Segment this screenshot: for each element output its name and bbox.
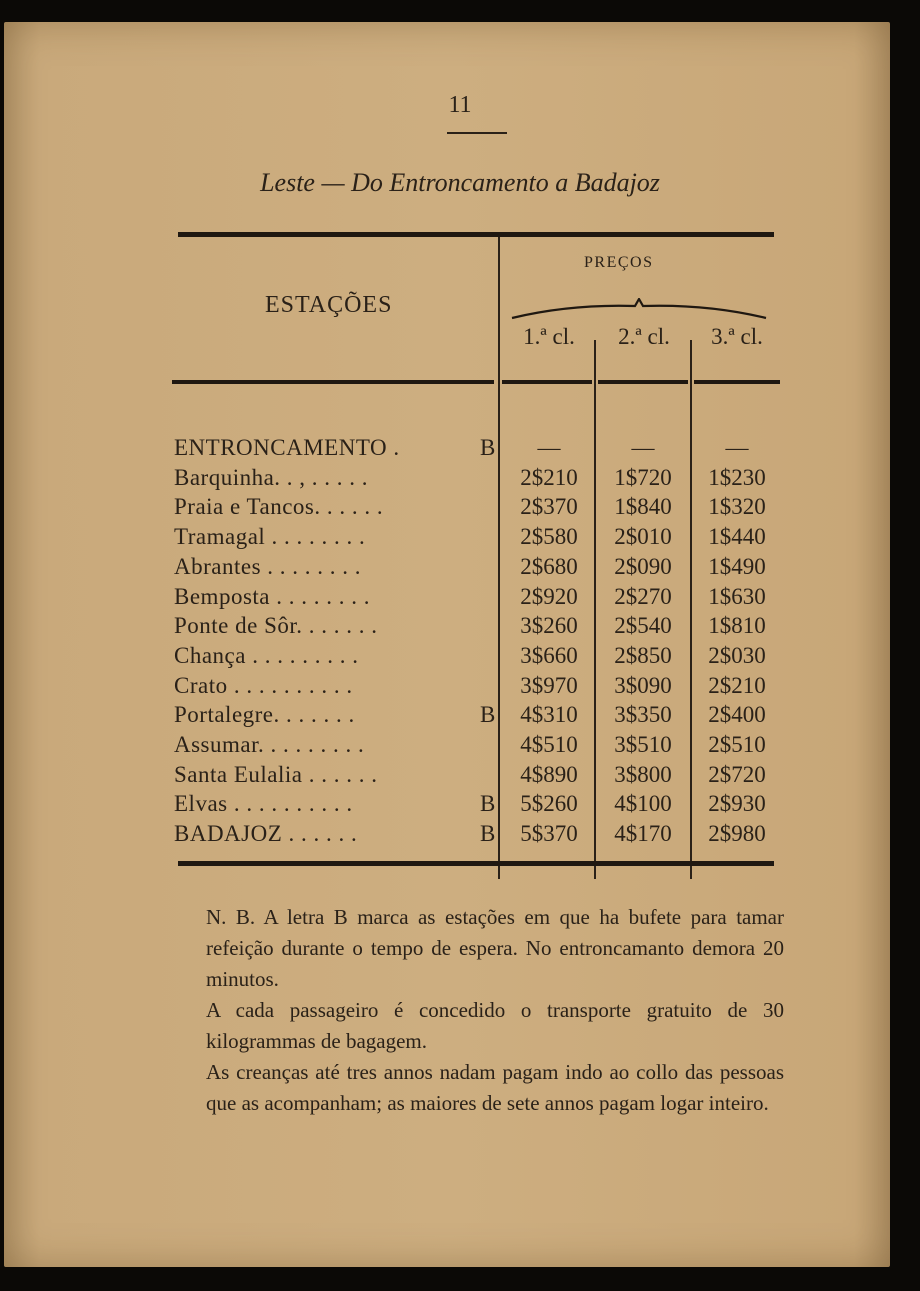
fare-class-1: 3$970 bbox=[520, 672, 578, 698]
prices-brace bbox=[510, 298, 768, 322]
fare-class-2: 1$840 bbox=[614, 494, 672, 520]
fare-class-3: 2$400 bbox=[708, 702, 766, 728]
fare-class-3: 2$030 bbox=[708, 642, 766, 668]
station-name: Chança . . . . . . . . . bbox=[174, 642, 359, 668]
station-name: Bemposta . . . . . . . . bbox=[174, 583, 370, 609]
stations-header: ESTAÇÕES bbox=[265, 292, 393, 318]
station-name: Ponte de Sôr. . . . . . . bbox=[174, 613, 378, 639]
station-name: Tramagal . . . . . . . . bbox=[174, 524, 366, 550]
fare-class-3: 1$490 bbox=[708, 553, 766, 579]
page-title: Leste — Do Entroncamento a Badajoz bbox=[260, 168, 660, 197]
fare-class-1: — bbox=[537, 435, 561, 460]
fare-class-3: 1$440 bbox=[708, 524, 766, 550]
buffet-marker: B bbox=[480, 821, 496, 847]
fare-class-2: 3$350 bbox=[614, 702, 672, 728]
fare-class-2: 4$100 bbox=[614, 791, 672, 817]
class1-header-rule bbox=[502, 380, 592, 384]
table-bottom-rule bbox=[178, 861, 774, 866]
fare-class-3: 2$930 bbox=[708, 791, 766, 817]
fare-class-1: 2$210 bbox=[520, 464, 578, 490]
fare-class-2: 4$170 bbox=[614, 821, 672, 847]
fare-class-2: 3$090 bbox=[614, 672, 672, 698]
fare-class-2: 1$720 bbox=[614, 464, 672, 490]
station-name: Assumar. . . . . . . . . bbox=[174, 732, 365, 757]
class2-header-rule bbox=[598, 380, 688, 384]
fare-class-1: 5$370 bbox=[520, 821, 578, 847]
class2-column-separator bbox=[690, 340, 692, 879]
station-name: Portalegre. . . . . . . bbox=[174, 702, 355, 728]
station-column-separator bbox=[498, 237, 500, 879]
fare-class-3: 1$630 bbox=[708, 583, 766, 609]
station-header-rule bbox=[172, 380, 494, 384]
buffet-marker: B bbox=[480, 702, 496, 728]
fare-class-2: 2$010 bbox=[614, 524, 672, 550]
fare-class-2: 2$090 bbox=[614, 553, 672, 579]
fare-class-1: 4$510 bbox=[520, 732, 578, 757]
fare-class-1: 2$680 bbox=[520, 553, 578, 579]
prices-header: PREÇOS bbox=[584, 254, 654, 271]
fare-class-3: 2$510 bbox=[708, 732, 766, 757]
station-name: Abrantes . . . . . . . . bbox=[174, 553, 362, 579]
station-name: ENTRONCAMENTO . bbox=[174, 435, 400, 460]
fare-class-1: 5$260 bbox=[520, 791, 578, 817]
page-number: 11 bbox=[448, 92, 472, 118]
page-number-rule bbox=[447, 132, 507, 134]
fare-class-3: 2$980 bbox=[708, 821, 766, 847]
station-name: Crato . . . . . . . . . . bbox=[174, 672, 353, 698]
note-paragraph: A cada passageiro é concedido o transporte gratuito de 30 kilogrammas de bagagem. bbox=[206, 998, 784, 1053]
class2-header: 2.ª cl. bbox=[618, 324, 670, 349]
station-name: Barquinha. . , . . . . . bbox=[174, 464, 369, 490]
fare-class-2: 2$850 bbox=[614, 642, 672, 668]
fare-class-2: 3$510 bbox=[614, 732, 672, 757]
fare-class-1: 4$310 bbox=[520, 702, 578, 728]
station-name: Praia e Tancos. . . . . . bbox=[174, 494, 384, 520]
class3-header: 3.ª cl. bbox=[711, 324, 763, 349]
note-paragraph: N. B. A letra B marca as estações em que ha bufete para tamar refeição durante o tempo de espera. No entroncamanto demora 20 minutos. bbox=[206, 905, 784, 991]
fare-class-3: 2$210 bbox=[708, 672, 766, 698]
fare-class-3: 1$810 bbox=[708, 613, 766, 639]
fare-class-3: 1$320 bbox=[708, 494, 766, 520]
fare-class-1: 2$370 bbox=[520, 494, 578, 520]
fare-class-2: 3$800 bbox=[614, 761, 672, 787]
fare-class-2: 2$270 bbox=[614, 583, 672, 609]
station-name: Santa Eulalia . . . . . . bbox=[174, 761, 378, 787]
fare-class-1: 2$580 bbox=[520, 524, 578, 550]
fare-class-1: 2$920 bbox=[520, 583, 578, 609]
fare-class-3: — bbox=[725, 435, 749, 460]
fare-class-3: 2$720 bbox=[708, 761, 766, 787]
station-name: Elvas . . . . . . . . . . bbox=[174, 791, 353, 817]
class3-header-rule bbox=[694, 380, 780, 384]
station-name: BADAJOZ . . . . . . bbox=[174, 821, 358, 847]
fare-class-1: 3$660 bbox=[520, 642, 578, 668]
note-paragraph: As creanças até tres annos nadam pagam indo ao collo das pessoas que as acompanham; as maiores de sete annos pagam logar inteiro. bbox=[206, 1060, 784, 1115]
class1-column-separator bbox=[594, 340, 596, 879]
fare-class-2: — bbox=[631, 435, 655, 460]
fare-class-1: 4$890 bbox=[520, 761, 578, 787]
footnotes bbox=[206, 902, 784, 1119]
fare-class-1: 3$260 bbox=[520, 613, 578, 639]
fare-class-3: 1$230 bbox=[708, 464, 766, 490]
buffet-marker: B bbox=[480, 791, 496, 817]
fare-class-2: 2$540 bbox=[614, 613, 672, 639]
table-top-rule bbox=[178, 232, 774, 237]
class1-header: 1.ª cl. bbox=[523, 324, 575, 349]
buffet-marker: B bbox=[480, 435, 496, 460]
